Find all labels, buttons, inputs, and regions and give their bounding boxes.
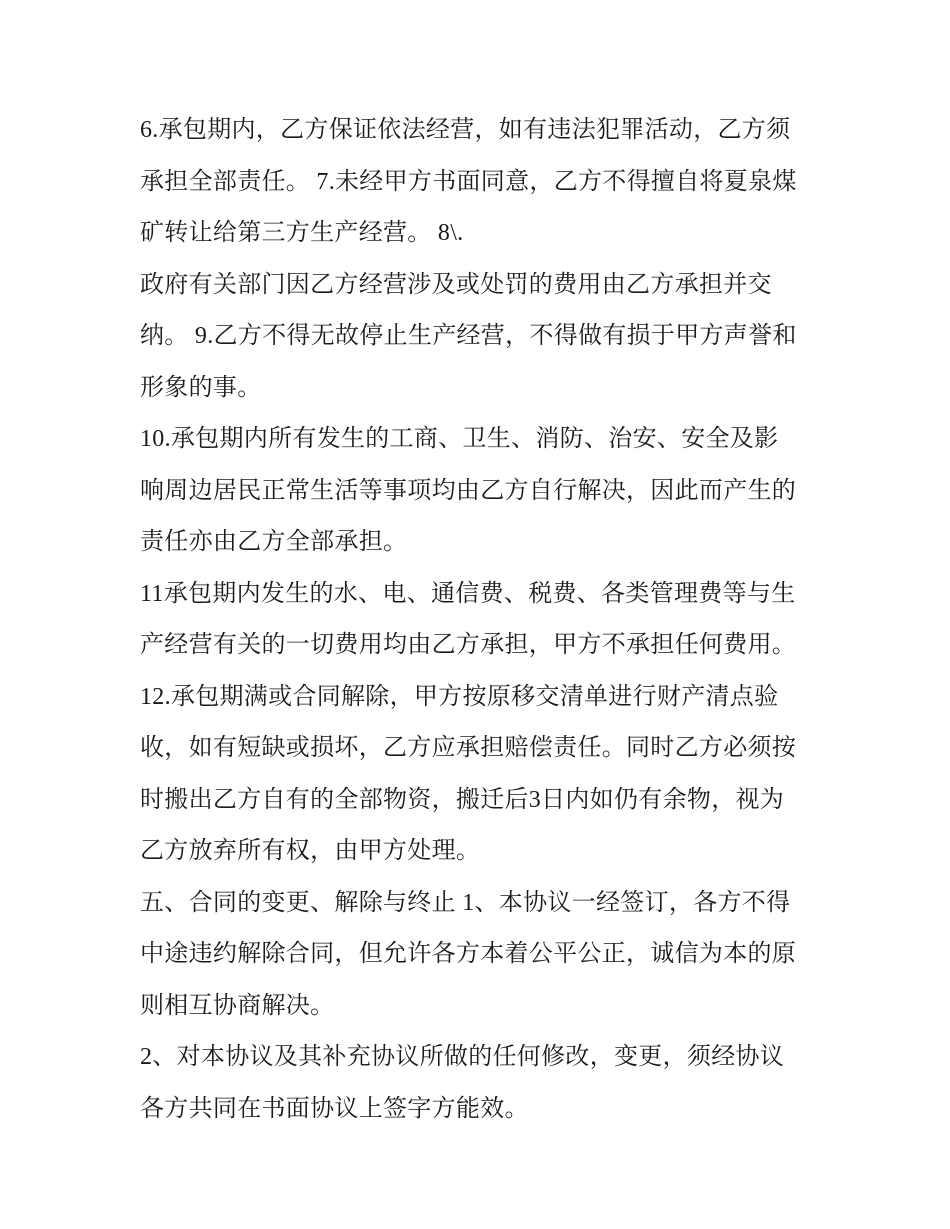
text-line: 政府有关部门因乙方经营涉及或处罚的费用由乙方承担并交 — [140, 271, 772, 298]
text-line: 责任亦由乙方全部承担。 — [140, 529, 408, 555]
text-line: 则相互协商解决。 — [140, 992, 335, 1019]
document-body — [140, 105, 820, 1135]
text-line: 11承包期内发生的水、电、通信费、税费、各类管理费等与生 — [140, 580, 796, 607]
text-line: 产经营有关的一切费用均由乙方承担，甲方不承担任何费用。 — [140, 632, 797, 658]
text-line: 收，如有短缺或损坏，乙方应承担赔偿责任。同时乙方必须按 — [140, 735, 797, 761]
text-line: 10.承包期内所有发生的工商、卫生、消防、治安、安全及影 — [140, 426, 779, 452]
text-line: 6.承包期内，乙方保证依法经营，如有违法犯罪活动，乙方须 — [140, 117, 791, 143]
text-line: 矿转让给第三方生产经营。 8\. — [140, 220, 464, 246]
text-line: 时搬出乙方自有的全部物资，搬迁后3日内如仍有余物，视为 — [140, 786, 785, 813]
text-line: 乙方放弃所有权，由甲方处理。 — [140, 838, 481, 864]
text-line: 五、合同的变更、解除与终止 1、本协议一经签订，各方不得 — [140, 889, 791, 916]
text-line: 各方共同在书面协议上签字方能效。 — [140, 1095, 529, 1122]
text-line: 12.承包期满或合同解除，甲方按原移交清单进行财产清点验 — [140, 683, 779, 710]
text-line: 响周边居民正常生活等事项均由乙方自行解决，因此而产生的 — [140, 477, 797, 504]
text-line: 中途违约解除合同，但允许各方本着公平公正，诚信为本的原 — [140, 941, 797, 967]
text-line: 承担全部责任。 7.未经甲方书面同意，乙方不得擅自将夏泉煤 — [140, 168, 797, 195]
text-line: 形象的事。 — [140, 374, 262, 401]
text-line: 纳。 9.乙方不得无故停止生产经营，不得做有损于甲方声誉和 — [140, 323, 797, 349]
text-line: 2、对本协议及其补充协议所做的任何修改，变更，须经协议 — [140, 1044, 785, 1070]
